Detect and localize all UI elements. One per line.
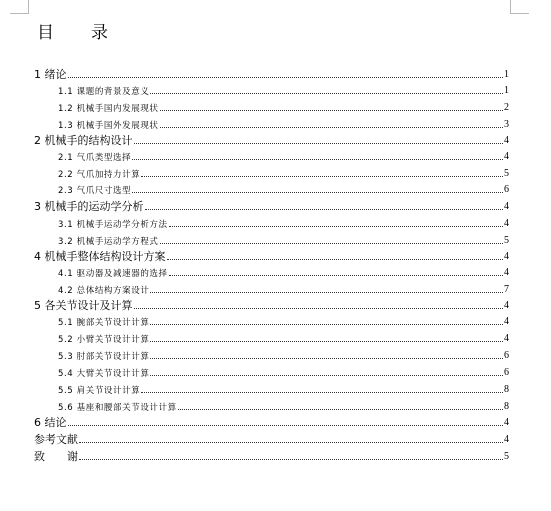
toc-entry-page: 4 xyxy=(504,300,509,311)
toc-leader-dots xyxy=(150,341,503,342)
toc-entry-page: 6 xyxy=(504,367,509,378)
page-corner-mark-left xyxy=(10,0,29,14)
toc-entry[interactable] xyxy=(0,329,509,344)
toc-entry[interactable] xyxy=(0,64,509,80)
toc-entry-page: 7 xyxy=(504,284,509,295)
toc-entry[interactable] xyxy=(0,280,509,295)
toc-entry-page: 8 xyxy=(504,384,509,395)
toc-entry-page: 4 xyxy=(504,417,509,428)
toc-entry[interactable] xyxy=(0,346,509,361)
toc-entry[interactable] xyxy=(0,312,509,327)
toc-entry-page: 8 xyxy=(504,401,509,412)
toc-leader-dots xyxy=(160,243,503,244)
toc-entry-page: 4 xyxy=(504,135,509,146)
toc-leader-dots xyxy=(141,176,503,177)
toc-leader-dots xyxy=(79,442,503,443)
toc-entry-label: 致 谢 xyxy=(34,450,78,463)
toc-leader-dots xyxy=(134,308,504,309)
toc-entry-label: 5.3 肘部关节设计计算 xyxy=(58,351,150,362)
toc-entry[interactable] xyxy=(0,115,509,130)
toc-entry-page: 6 xyxy=(504,350,509,361)
toc-entry-label: 4.2 总体结构方案设计 xyxy=(58,285,150,296)
toc-entry[interactable] xyxy=(0,397,509,412)
toc-leader-dots xyxy=(169,275,503,276)
toc-leader-dots xyxy=(68,425,504,426)
toc-entry-page: 4 xyxy=(504,218,509,229)
toc-entry[interactable] xyxy=(0,98,509,113)
toc-entry[interactable] xyxy=(0,130,509,146)
toc-entry-page: 5 xyxy=(504,235,509,246)
toc-leader-dots xyxy=(150,358,503,359)
toc-entry-page: 4 xyxy=(504,267,509,278)
toc-entry-label: 5.5 肩关节设计计算 xyxy=(58,385,141,396)
toc-entry-page: 4 xyxy=(504,201,509,212)
toc-entry[interactable] xyxy=(0,363,509,378)
toc-entry-label: 5.2 小臂关节设计计算 xyxy=(58,334,150,345)
toc-entry-page: 4 xyxy=(504,251,509,262)
toc-leader-dots xyxy=(141,392,503,393)
toc-entry[interactable] xyxy=(0,231,509,246)
toc-entry-label: 参考文献 xyxy=(34,433,78,446)
toc-leader-dots xyxy=(134,143,504,144)
toc-leader-dots xyxy=(169,226,503,227)
toc-entry[interactable] xyxy=(0,446,509,462)
toc-leader-dots xyxy=(150,93,503,94)
toc-leader-dots xyxy=(167,259,504,260)
toc-entry[interactable] xyxy=(0,295,509,311)
toc-entry-page: 5 xyxy=(504,451,509,462)
toc-entry-page: 1 xyxy=(504,85,509,96)
toc-entry-page: 4 xyxy=(504,151,509,162)
toc-leader-dots xyxy=(150,292,503,293)
toc-entry-page: 6 xyxy=(504,184,509,195)
toc-entry-page: 4 xyxy=(504,333,509,344)
toc-leader-dots xyxy=(150,375,503,376)
toc-leader-dots xyxy=(145,209,504,210)
toc-entry-label: 3.2 机械手运动学方程式 xyxy=(58,236,159,247)
toc-entry-label: 1 绪论 xyxy=(34,68,67,81)
toc-entry-page: 4 xyxy=(504,434,509,445)
toc-leader-dots xyxy=(150,324,503,325)
toc-entry-label: 5.6 基座和腰部关节设计计算 xyxy=(58,402,177,413)
toc-entry[interactable] xyxy=(0,81,509,96)
toc-entry-label: 1.2 机械手国内发展现状 xyxy=(58,103,159,114)
toc-leader-dots xyxy=(132,159,503,160)
toc-entry-label: 2.1 气爪类型选择 xyxy=(58,152,132,163)
toc-entry-label: 3 机械手的运动学分析 xyxy=(34,200,144,213)
toc-entry[interactable] xyxy=(0,164,509,179)
toc-leader-dots xyxy=(178,409,503,410)
toc-entry[interactable] xyxy=(0,180,509,195)
toc-entry-label: 1.1 课题的背景及意义 xyxy=(58,86,150,97)
toc-entry-label: 2.2 气爪加持力计算 xyxy=(58,169,141,180)
toc-entry-label: 2.3 气爪尺寸选型 xyxy=(58,185,132,196)
toc-entry[interactable] xyxy=(0,412,509,428)
toc-entry-label: 3.1 机械手运动学分析方法 xyxy=(58,219,168,230)
toc-entry-label: 4.1 驱动器及减速器的选择 xyxy=(58,268,168,279)
toc-entry[interactable] xyxy=(0,246,509,262)
toc-entry-label: 4 机械手整体结构设计方案 xyxy=(34,250,166,263)
toc-entry[interactable] xyxy=(0,214,509,229)
toc-entry-label: 5.4 大臂关节设计计算 xyxy=(58,368,150,379)
toc-entry[interactable] xyxy=(0,196,509,212)
toc-entry[interactable] xyxy=(0,147,509,162)
toc-entry-page: 5 xyxy=(504,168,509,179)
toc-entry[interactable] xyxy=(0,429,509,445)
toc-leader-dots xyxy=(68,77,504,78)
toc-entry-label: 2 机械手的结构设计 xyxy=(34,134,133,147)
toc-entry-label: 1.3 机械手国外发展现状 xyxy=(58,120,159,131)
page-corner-mark-right xyxy=(510,0,529,14)
toc-leader-dots xyxy=(160,110,503,111)
toc-entry-label: 5.1 腕部关节设计计算 xyxy=(58,317,150,328)
toc-entry[interactable] xyxy=(0,380,509,395)
toc-title: 目 录 xyxy=(37,23,118,43)
toc-leader-dots xyxy=(79,459,503,460)
toc-entry[interactable] xyxy=(0,263,509,278)
toc-entry-page: 1 xyxy=(504,69,509,80)
toc-entry-label: 6 结论 xyxy=(34,416,67,429)
toc-entry-page: 4 xyxy=(504,316,509,327)
toc-entry-label: 5 各关节设计及计算 xyxy=(34,299,133,312)
toc-entry-page: 3 xyxy=(504,119,509,130)
toc-entry-page: 2 xyxy=(504,102,509,113)
toc-leader-dots xyxy=(160,127,503,128)
toc-leader-dots xyxy=(132,192,503,193)
